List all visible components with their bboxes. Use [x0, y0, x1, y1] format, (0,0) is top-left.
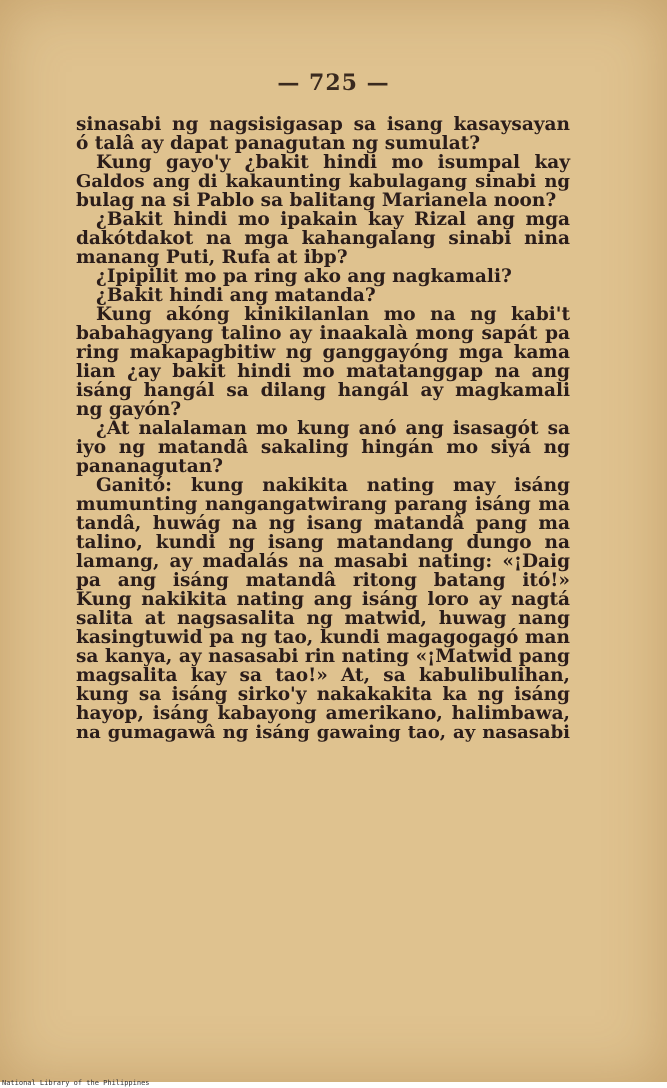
text-line: manang Puti, Rufa at ibp? — [76, 247, 348, 268]
text-line: sinasabi ng nagsisigasap sa isang kasaysayan — [76, 114, 570, 135]
text-line: ¿At nalalaman mo kung anó ang isasagót sa — [96, 418, 570, 439]
text-line: ó talâ ay dapat panagutan ng sumulat? — [76, 133, 481, 154]
library-credit: National Library of the Philippines — [2, 1079, 150, 1087]
text-line: ¿Bakit hindi mo ipakain kay Rizal ang mga — [96, 209, 570, 230]
page-number: — 725 — — [277, 70, 390, 96]
text-line: lian ¿ay bakit hindi mo matatanggap na ang — [76, 361, 570, 382]
text-line: kasingtuwid pa ng tao, kundi magagogagó man — [76, 627, 570, 648]
text-line: kung sa isáng sirko'y nakakakita ka ng isáng — [76, 684, 570, 705]
text-line: Kung akóng kinikilanlan mo na ng kabi't — [96, 304, 570, 325]
text-line: Galdos ang di kakaunting kabulagang sinabi ng — [76, 171, 570, 192]
text-line: na gumagawâ ng isáng gawaing tao, ay nasasabi — [76, 722, 570, 743]
text-line: pa ang isáng matandâ ritong batang itó!» — [76, 570, 570, 591]
text-line: ring makapagbitiw ng ganggayóng mga kama — [76, 342, 570, 363]
text-line: dakótdakot na mga kahangalang sinabi nina — [76, 228, 570, 249]
text-line: babahagyang talino ay inaakalà mong sapát pa — [76, 323, 570, 344]
text-line: hayop, isáng kabayong amerikano, halimbawa, — [76, 703, 570, 724]
text-line: ng gayón? — [76, 399, 182, 420]
text-line: Kung nakikita nating ang isáng loro ay nagtá — [76, 589, 570, 610]
text-line: bulag na si Pablo sa balitang Marianela noon? — [76, 190, 557, 211]
text-line: talino, kundi ng isang matandang dungo na — [76, 532, 570, 553]
text-line: Kung gayo'y ¿bakit hindi mo isumpal kay — [96, 152, 570, 173]
text-line: Ganitó: kung nakikita nating may isáng — [96, 475, 570, 496]
text-line: tandâ, huwág na ng isang matandâ pang ma — [76, 513, 570, 534]
text-line: iyo ng matandâ sakaling hingán mo siyá ng — [76, 437, 570, 458]
body-text — [76, 115, 570, 742]
text-line: salita at nagsasalita ng matwid, huwag nang — [76, 608, 570, 629]
text-line: isáng hangál sa dilang hangál ay magkamali — [76, 380, 570, 401]
text-line: magsalita kay sa tao!» At, sa kabulibulihan, — [76, 665, 570, 686]
text-line: mumunting nangangatwirang parang isáng ma — [76, 494, 570, 515]
text-line: lamang, ay madalás na masabi nating: «¡Daig — [76, 551, 570, 572]
text-line: pananagutan? — [76, 456, 224, 477]
text-line: ¿Bakit hindi ang matanda? — [96, 285, 376, 306]
text-line: sa kanya, ay nasasabi rin nating «¡Matwid pang — [76, 646, 570, 667]
text-line: ¿Ipipilit mo pa ring ako ang nagkamali? — [96, 266, 512, 287]
